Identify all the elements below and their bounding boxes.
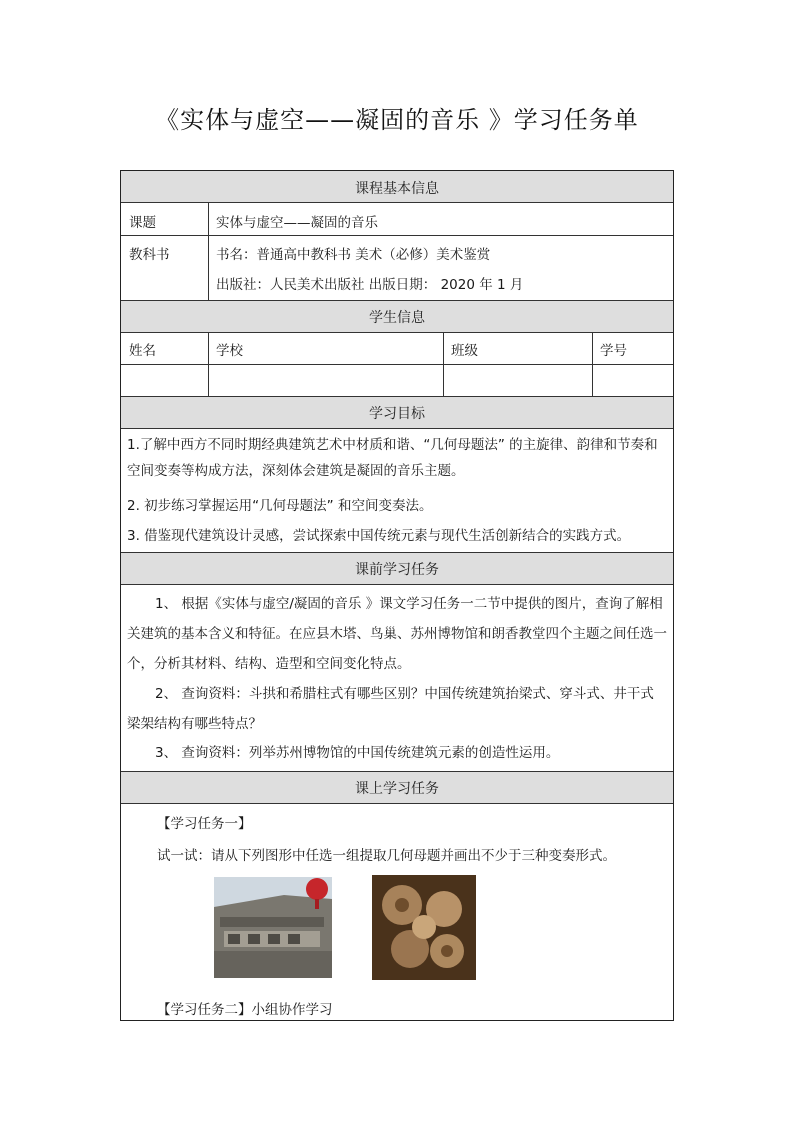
textbook-label: 教科书 — [129, 247, 170, 263]
page-title: 《实体与虚空——凝固的音乐 》学习任务单 — [155, 106, 639, 134]
objective-item: 3. 借鉴现代建筑设计灵感，尝试探索中国传统元素与现代生活创新结合的实践方式。 — [127, 528, 631, 544]
objective-item: 1.了解中西方不同时期经典建筑艺术中材质和谐、“几何母题法” 的主旋律、韵律和节奏和空间变奏等构成方法，深刻体会建筑是凝固的音乐主题。 — [127, 437, 658, 479]
objectives-heading: 学习目标 — [369, 406, 425, 422]
pre-task-item: 3、 查询资料：列举苏州博物馆的中国传统建筑元素的创造性运用。 — [155, 745, 560, 761]
student-name-header: 姓名 — [129, 343, 156, 359]
objective-item: 2. 初步练习掌握运用“几何母题法” 和空间变奏法。 — [127, 498, 433, 514]
task1-instruction: 试一试：请从下列图形中任选一组提取几何母题并画出不少于三种变奏形式。 — [157, 848, 616, 864]
pre-class-heading: 课前学习任务 — [355, 562, 439, 578]
topic-value: 实体与虚空——凝固的音乐 — [216, 215, 378, 231]
student-class-header: 班级 — [451, 343, 478, 359]
chinese-building-photo — [214, 877, 332, 978]
topic-label: 课题 — [129, 215, 156, 231]
textbook-name: 书名：普通高中教科书 美术（必修）美术鉴赏 — [216, 247, 491, 263]
in-class-heading: 课上学习任务 — [355, 781, 439, 797]
pre-task-item: 2、 查询资料：斗拱和希腊柱式有哪些区别？中国传统建筑抬梁式、穿斗式、井干式梁架结构有哪些特点？ — [127, 686, 654, 732]
student-school-header: 学校 — [216, 343, 243, 359]
task-sheet-table — [120, 170, 674, 1021]
textbook-publisher: 出版社：人民美术出版社 出版日期： 2020 年 1 月 — [216, 277, 524, 293]
task2-title: 【学习任务二】小组协作学习 — [157, 1002, 333, 1018]
task1-title: 【学习任务一】 — [157, 816, 252, 832]
course-info-heading: 课程基本信息 — [355, 181, 439, 197]
carving-photo — [372, 875, 476, 980]
student-info-heading: 学生信息 — [369, 310, 425, 326]
pre-task-item: 1、 根据《实体与虚空/凝固的音乐 》课文学习任务一二节中提供的图片，查询了解相关建筑的基本含义和特征。在应县木塔、鸟巢、苏州博物馆和朗香教堂四个主题之间任选一个，分析其材料、结构、造型和空间变化特点。 — [127, 596, 667, 672]
student-id-header: 学号 — [600, 343, 627, 359]
